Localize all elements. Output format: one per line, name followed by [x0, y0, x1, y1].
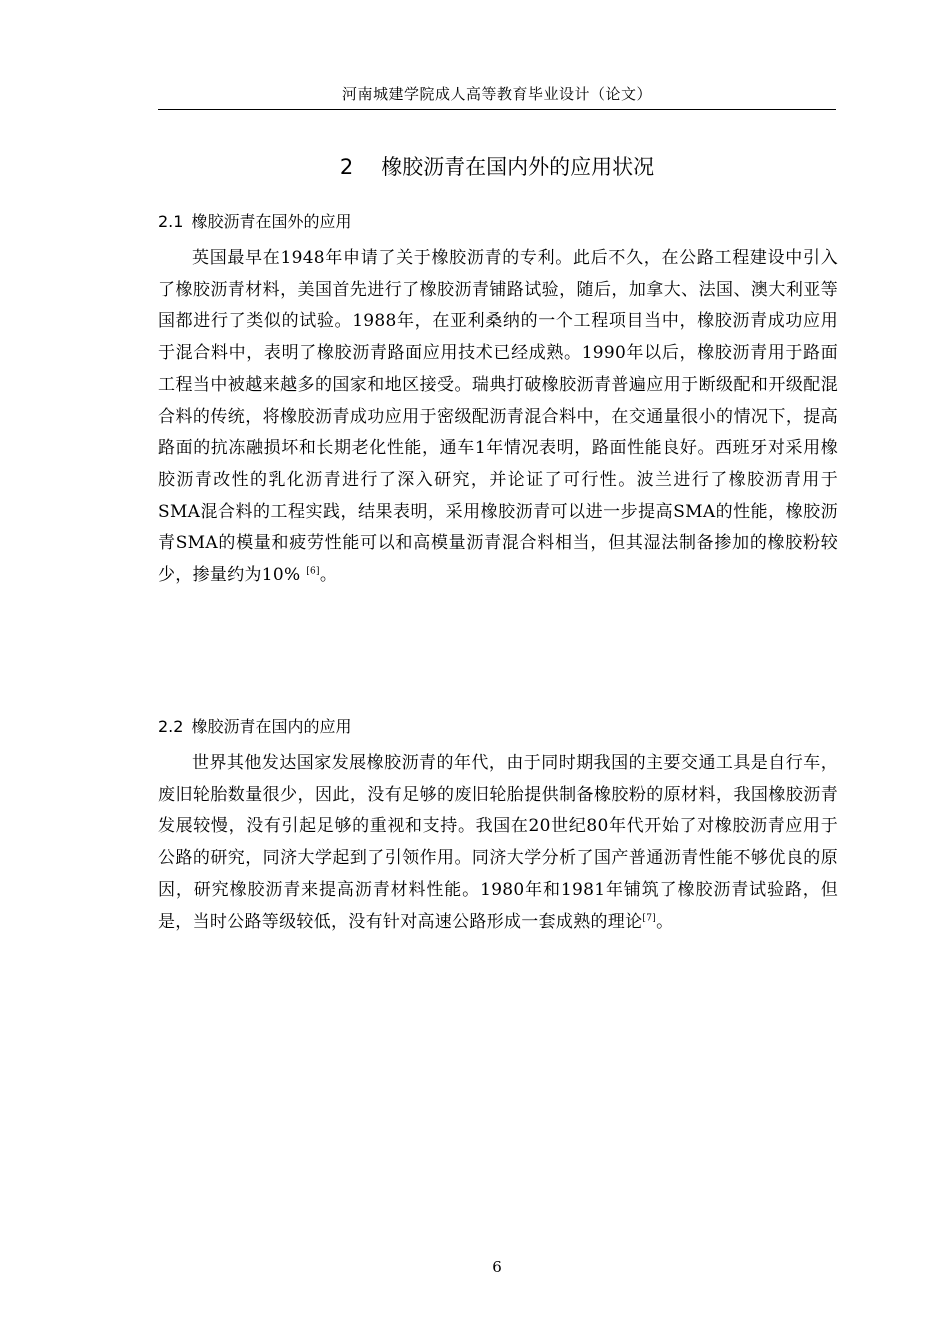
- citation-7: [7]: [642, 912, 657, 923]
- section-title: 橡胶沥青在国外的应用: [191, 212, 352, 231]
- section-number: 2.1: [158, 212, 184, 231]
- paragraph-domestic-application: [158, 748, 838, 938]
- citation-6: [6]: [306, 566, 320, 577]
- running-header: 河南城建学院成人高等教育毕业设计（论文）: [341, 85, 652, 103]
- paragraph-ending: 。: [319, 565, 338, 586]
- paragraph-ending: 。: [656, 911, 674, 932]
- chapter-title-text: 橡胶沥青在国内外的应用状况: [381, 155, 655, 179]
- section-number: 2.2: [158, 717, 184, 736]
- section-heading-2-2: [158, 716, 836, 738]
- section-title: 橡胶沥青在国内的应用: [191, 717, 352, 736]
- section-heading-2-1: [158, 211, 836, 233]
- paragraph-foreign-application: [158, 243, 838, 592]
- paragraph-text: 世界其他发达国家发展橡胶沥青的年代，由于同时期我国的主要交通工具是自行车，废旧轮胎数量很少，因此，没有足够的废旧轮胎提供制备橡胶粉的原材料，我国橡胶沥青发展较慢，没有引起足够的重视和支持。我国在20世纪80年代开始了对橡胶沥青应用于公路的研究，同济大学起到了引领作用。同济大学分析了国产普通沥青性能不够优良的原因，研究橡胶沥青来提高沥青材料性能。1980年和1981年铺筑了橡胶沥青试验路，但是，当时公路等级较低，没有针对高速公路形成一套成熟的理论: [158, 753, 838, 932]
- chapter-number: 2: [339, 155, 354, 179]
- header-rule: [158, 109, 836, 110]
- chapter-title: [158, 152, 836, 182]
- paragraph-text: 英国最早在1948年申请了关于橡胶沥青的专利。此后不久，在公路工程建设中引入了橡胶沥青材料，美国首先进行了橡胶沥青铺路试验，随后，加拿大、法国、澳大利亚等国都进行了类似的试验。1988年，在亚利桑纳的一个工程项目当中，橡胶沥青成功应用于混合料中，表明了橡胶沥青路面应用技术已经成熟。1990年以后，橡胶沥青用于路面工程当中被越来越多的国家和地区接受。瑞典打破橡胶沥青普遍应用于断级配和开级配混合料的传统，将橡胶沥青成功应用于密级配沥青混合料中，在交通量很小的情况下，提高路面的抗冻融损坏和长期老化性能，通车1年情况表明，路面性能良好。西班牙对采用橡胶沥青改性的乳化沥青进行了深入研究，并论证了可行性。波兰进行了橡胶沥青用于SMA混合料的工程实践，结果表明，采用橡胶沥青可以进一步提高SMA的性能，橡胶沥青SMA的模量和疲劳性能可以和高模量沥青混合料相当，但其湿法制备掺加的橡胶粉较少，掺量约为10%: [158, 248, 838, 586]
- page-number: 6: [492, 1258, 502, 1276]
